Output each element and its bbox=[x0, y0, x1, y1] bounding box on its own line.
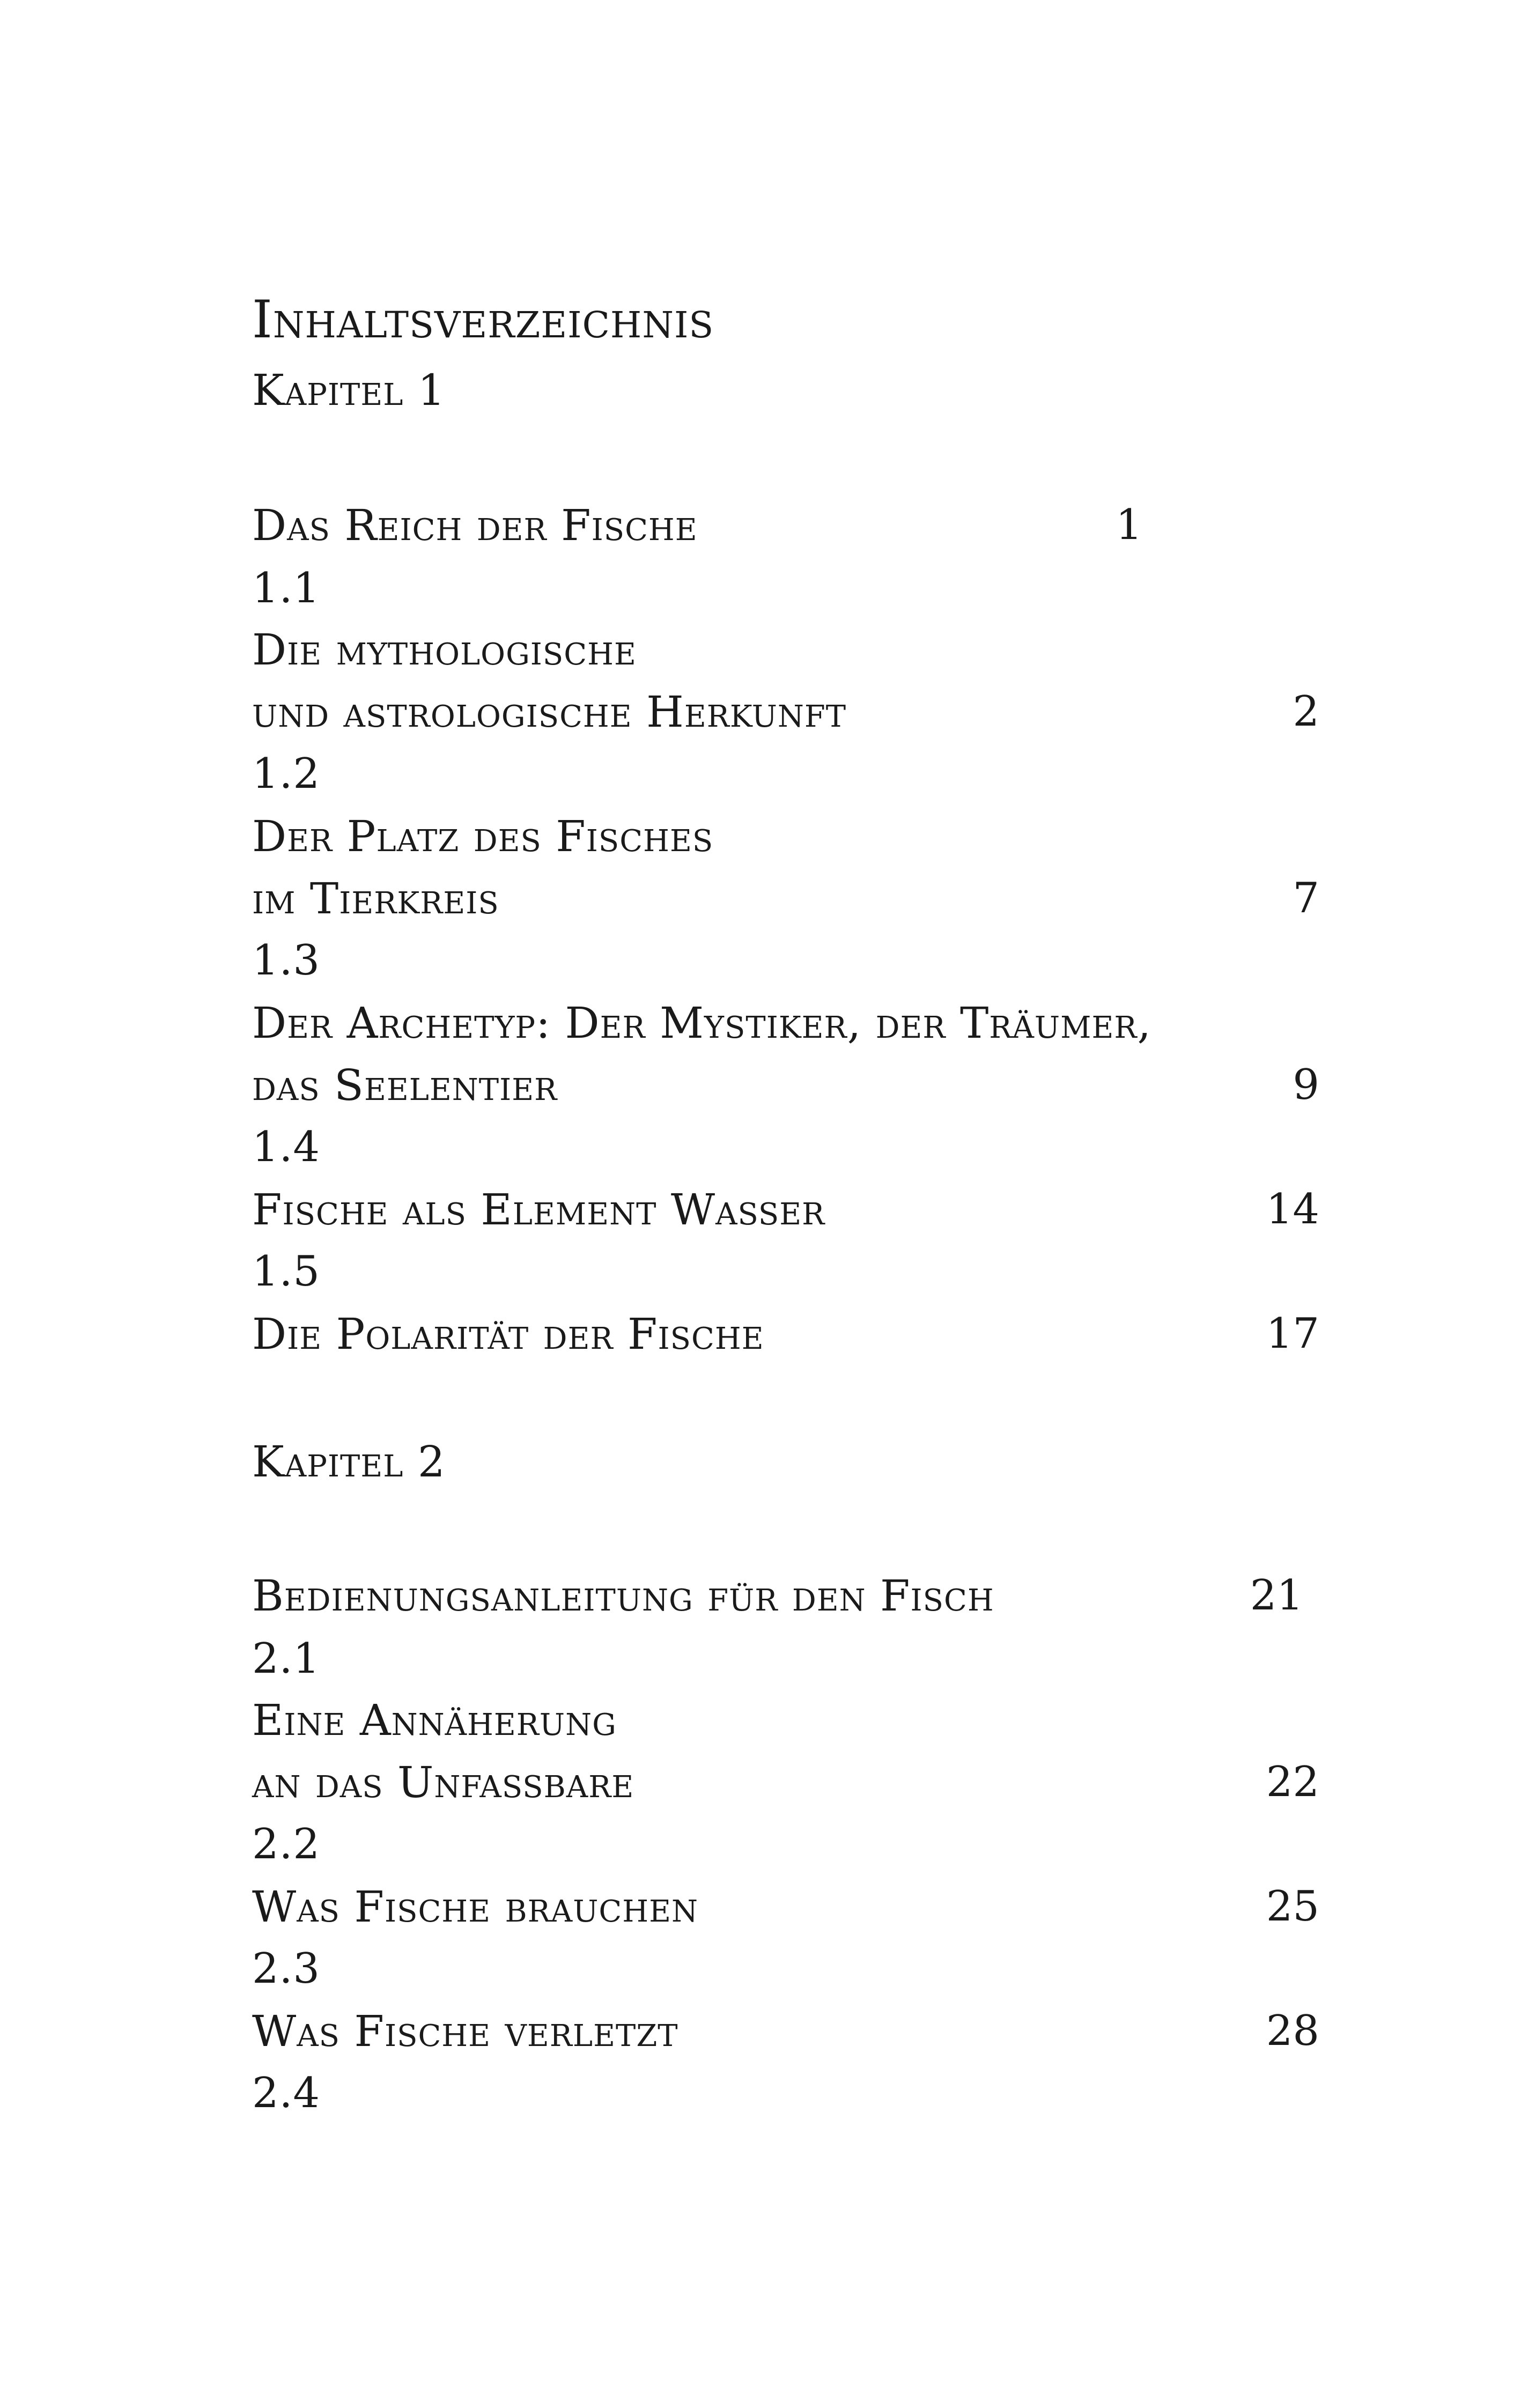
toc-entry-title: im Tierkreis bbox=[252, 874, 499, 924]
toc-page-number: 9 bbox=[1293, 1061, 1319, 1109]
toc-page-number: 22 bbox=[1266, 1758, 1319, 1806]
chapter-heading: Kapitel 2 bbox=[252, 1437, 446, 1487]
toc-entry-number: 2.4 bbox=[252, 2069, 321, 2117]
toc-entry-title: das Seelentier bbox=[252, 1060, 558, 1110]
toc-page-number: 25 bbox=[1266, 1882, 1319, 1931]
toc-entry-number: 2.2 bbox=[252, 1820, 321, 1868]
chapter-heading: Kapitel 1 bbox=[252, 365, 446, 415]
toc-entry-title: Eine Annäherung bbox=[252, 1695, 617, 1745]
toc-page-number: 7 bbox=[1293, 874, 1319, 922]
toc-title: Inhaltsverzeichnis bbox=[252, 290, 714, 350]
toc-entry-title: Bedienungsanleitung für den Fisch bbox=[252, 1571, 994, 1621]
toc-entry-title: Die Polarität der Fische bbox=[252, 1309, 764, 1359]
toc-entry-number: 1.1 bbox=[252, 564, 321, 612]
toc-entry-number: 1.5 bbox=[252, 1247, 321, 1296]
toc-entry-number: 2.3 bbox=[252, 1945, 321, 1993]
toc-entry-title: Der Platz des Fisches bbox=[252, 811, 714, 861]
toc-page-number: 17 bbox=[1266, 1310, 1319, 1358]
toc-entry-title: Die mythologische bbox=[252, 625, 637, 675]
toc-page-number: 2 bbox=[1293, 688, 1319, 736]
toc-entry-title: Der Archetyp: Der Mystiker, der Träumer, bbox=[252, 998, 1151, 1048]
toc-entry-number: 1.3 bbox=[252, 936, 321, 985]
toc-entry-number: 1.4 bbox=[252, 1123, 321, 1171]
toc-entry-title: Fische als Element Wasser bbox=[252, 1185, 825, 1235]
toc-entry-title: Was Fische brauchen bbox=[252, 1882, 698, 1932]
toc-page-number: 1 bbox=[1116, 501, 1142, 549]
toc-page-number: 14 bbox=[1266, 1185, 1319, 1233]
toc-entry-title: und astrologische Herkunft bbox=[252, 687, 847, 737]
toc-page-number: 21 bbox=[1250, 1571, 1303, 1620]
toc-entry-title: Was Fische verletzt bbox=[252, 2006, 678, 2056]
toc-entry-number: 2.1 bbox=[252, 1635, 321, 1683]
toc-entry-number: 1.2 bbox=[252, 750, 321, 798]
toc-entry-title: an das Unfassbare bbox=[252, 1757, 634, 1807]
toc-page-number: 28 bbox=[1266, 2007, 1319, 2055]
toc-entry-title: Das Reich der Fische bbox=[252, 500, 698, 550]
